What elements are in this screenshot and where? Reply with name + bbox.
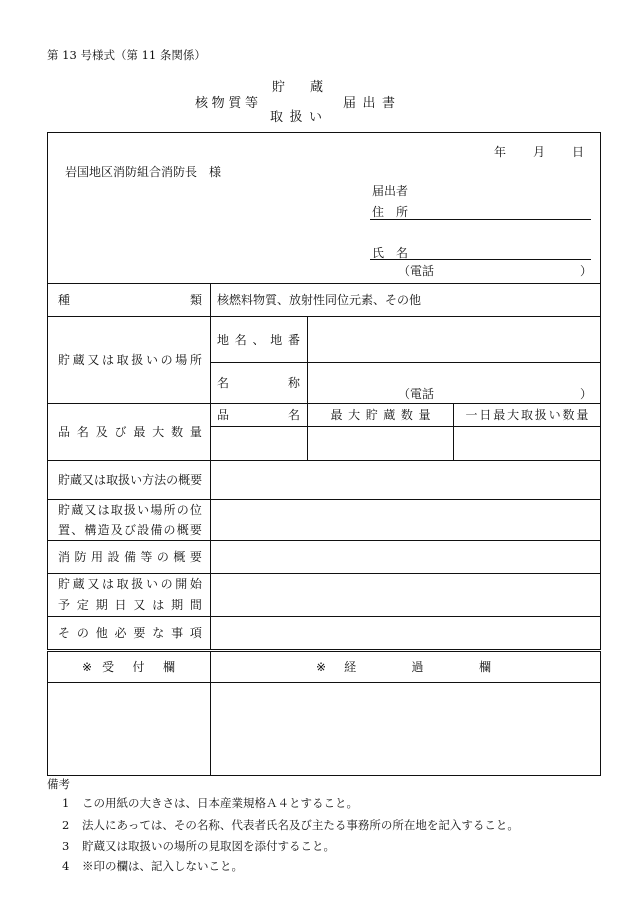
label-glyph: 設 [137,523,150,537]
header-row [48,133,601,284]
label-glyph: の [160,577,173,591]
label-glyph: び [114,425,127,439]
label-glyph: 最 [330,408,343,422]
facility-label [58,500,202,540]
label-glyph: 場 [150,503,163,517]
type-value: 核燃料物質、放射性同位元素、その他 [217,293,422,307]
title-option-handle [270,110,322,125]
phone-close: ） [579,264,592,278]
notifier-label: 届出者 [372,184,409,198]
label-glyph: 又 [133,598,146,612]
reception-header [82,660,210,674]
schedule-label-cell [48,574,211,617]
label-glyph: 他 [95,626,108,640]
note-number: 4 [62,859,70,873]
label-glyph: 扱 [118,473,131,487]
max-daily-field [454,427,601,461]
label-glyph: 数 [171,425,184,439]
progress-mark: ※ [316,660,327,674]
note-item [62,796,358,810]
location-label-cell [48,317,211,404]
label-glyph: 番 [287,332,300,347]
label-glyph: 予 [58,598,71,612]
location-phone-open: （電話 [398,387,435,401]
label-glyph: い [548,408,561,422]
form-number: 第 13 号様式（第 11 条関係） [47,48,206,62]
label-glyph: 設 [107,550,120,564]
office-use-header-row [48,651,601,683]
label-glyph: 間 [189,598,202,612]
label-glyph: 質 [228,96,242,111]
facility-row [48,500,601,541]
facility-label-line1 [58,500,202,520]
label-glyph: い [145,577,158,591]
label-glyph: 付 [132,660,145,674]
label-glyph: 過 [411,660,424,674]
progress-label [344,660,491,674]
label-glyph: 扱 [289,110,303,125]
note-text: 貯蔵又は取扱いの場所の見取図を添付すること。 [82,839,335,853]
note-number: 2 [62,818,70,832]
label-glyph: 等 [244,96,258,111]
label-glyph: 日 [479,408,492,422]
phone-open: （電話 [398,264,435,278]
location-phone-close: ） [579,387,592,401]
label-glyph: い [137,503,150,517]
label-glyph: 方 [142,473,155,487]
other-row [48,617,601,651]
label-glyph: 所 [189,353,202,367]
label-glyph: 事 [171,626,184,640]
method-label [58,473,202,487]
header-block [48,133,600,281]
note-text: 法人にあっては、その名称、代表者氏名及び主たる事務所の所在地を記入すること。 [82,818,519,832]
label-glyph: 開 [175,577,188,591]
label-glyph: 項 [189,626,202,640]
label-glyph: 貯 [58,577,71,591]
label-glyph: 貯 [272,80,286,95]
label-glyph: 消 [58,550,71,564]
reception-label [102,660,175,674]
label-glyph: 扱 [534,408,547,422]
title-prefix [195,96,258,111]
label-glyph: 要 [190,473,203,487]
addressee: 岩国地区消防組合消防長 様 [65,165,222,179]
label-glyph: 始 [189,577,202,591]
label-glyph: 法 [154,473,167,487]
note-number: 3 [62,839,70,853]
progress-header [316,660,600,674]
label-glyph: 等 [140,550,153,564]
fire-equipment-label-cell [48,541,211,574]
label-glyph: 蔵 [70,473,83,487]
label-glyph: 置 [58,523,71,537]
label-glyph: 量 [418,408,431,422]
label-glyph: 受 [102,660,115,674]
label-glyph: 要 [133,626,146,640]
label-glyph: 核 [195,96,209,111]
label-glyph: の [156,550,169,564]
label-glyph: 届 [343,96,357,111]
item-name-field [211,427,308,461]
label-glyph: 大 [152,425,165,439]
facility-field [211,500,601,541]
location-address-field [308,317,601,363]
facility-label-cell [48,500,211,541]
label-glyph: 位 [189,503,202,517]
label-glyph: の [76,626,89,640]
label-glyph: 貯 [58,473,71,487]
label-glyph: は [152,598,165,612]
location-name-label-cell [211,363,308,404]
label-glyph: 出 [362,96,376,111]
name-underline [370,259,591,260]
note-item [62,818,519,832]
label-glyph: 日 [114,598,127,612]
label-glyph: 経 [344,660,357,674]
label-glyph: 年 [494,145,507,159]
label-glyph: 構 [84,523,97,537]
label-glyph: 蔵 [309,80,323,95]
label-glyph: 蔵 [72,353,85,367]
label-glyph: 取 [270,110,284,125]
label-glyph: 名 [234,332,247,347]
label-glyph: 概 [173,550,186,564]
label-glyph: は [101,577,114,591]
notification-form-table [47,132,601,776]
label-glyph: 品 [58,425,71,439]
note-text: ※印の欄は、記入しないこと。 [82,859,243,873]
label-glyph: 備 [123,550,136,564]
label-glyph: 名 [217,376,230,390]
label-glyph: 、 [252,332,265,347]
label-glyph: 要 [189,523,202,537]
reception-mark: ※ [82,660,93,674]
label-glyph: 貯 [58,353,71,367]
label-glyph: 備 [150,523,163,537]
label-glyph: 及 [95,425,108,439]
label-glyph: 種 [58,293,71,307]
max-storage-field [308,427,454,461]
other-label [58,626,202,640]
label-glyph: 取 [106,473,119,487]
address-label: 住 所 [372,205,409,219]
schedule-label-line2 [58,595,202,616]
label-glyph: 蔵 [383,408,396,422]
type-row [48,284,601,317]
label-glyph: 物 [211,96,225,111]
label-glyph: 大 [507,408,520,422]
label-glyph: び [123,523,136,537]
label-glyph: 又 [87,353,100,367]
label-glyph: 量 [576,408,589,422]
label-glyph: 又 [84,503,97,517]
type-label [58,293,202,307]
label-glyph: 防 [74,550,87,564]
label-glyph: 要 [189,550,202,564]
label-glyph: の [166,473,179,487]
location-name-label [217,376,300,390]
location-address-label [217,333,300,347]
date-line [494,145,584,159]
label-glyph: 貯 [365,408,378,422]
label-glyph: は [97,503,110,517]
max-storage-header [331,408,431,422]
schedule-row [48,574,601,617]
label-glyph: 名 [76,425,89,439]
label-glyph: 取 [110,503,123,517]
location-address-label-cell [211,317,308,363]
label-glyph: 又 [87,577,100,591]
label-glyph: 扱 [131,353,144,367]
label-glyph: そ [58,626,71,640]
reception-header-cell [48,651,211,683]
label-glyph: 欄 [163,660,176,674]
office-use-body-row [48,683,601,776]
label-glyph: の [176,503,189,517]
label-glyph: な [152,626,165,640]
label-glyph: 大 [348,408,361,422]
location-name-field [308,363,601,404]
label-glyph: 、 [71,523,84,537]
label-glyph: 及 [110,523,123,537]
facility-label-line2 [58,520,202,540]
label-glyph: い [145,353,158,367]
label-glyph: い [130,473,143,487]
label-glyph: 概 [176,523,189,537]
notes-heading: 備考 [47,777,70,791]
address-underline [370,219,591,220]
label-glyph: は [94,473,107,487]
max-daily-header [466,408,589,422]
progress-field [211,683,601,776]
label-glyph: 数 [562,408,575,422]
label-glyph: 蔵 [72,577,85,591]
type-value-cell [211,284,601,317]
label-glyph: 用 [90,550,103,564]
label-glyph: 場 [175,353,188,367]
note-item [62,859,243,873]
label-glyph: 数 [400,408,413,422]
label-glyph: 類 [189,293,202,307]
method-row [48,461,601,500]
location-phone [398,387,592,401]
type-label-cell [48,284,211,317]
label-glyph: 取 [116,353,129,367]
label-glyph: は [101,353,114,367]
items-header-row [48,404,601,427]
label-glyph: 名 [287,408,300,422]
label-glyph: の [163,523,176,537]
label-glyph: 地 [217,332,230,347]
item-name-header-cell [211,404,308,427]
label-glyph: 扱 [123,503,136,517]
label-glyph: 定 [76,598,89,612]
title-option-store [272,80,323,95]
label-glyph: 日 [571,145,584,159]
label-glyph: 扱 [131,577,144,591]
label-glyph: 最 [133,425,146,439]
label-glyph: の [160,353,173,367]
label-glyph: 地 [270,332,283,347]
item-name-header [217,408,300,422]
header-cell [48,133,601,284]
label-glyph: 品 [217,408,230,422]
label-glyph: 一 [465,408,478,422]
label-glyph: 取 [116,577,129,591]
label-glyph: 貯 [58,503,71,517]
method-label-cell [48,461,211,500]
note-item [62,839,335,853]
label-glyph: 書 [381,96,395,111]
label-glyph: 概 [178,473,191,487]
label-glyph: 期 [171,598,184,612]
label-glyph: い [308,110,322,125]
note-number: 1 [62,796,70,810]
label-glyph: 称 [287,376,300,390]
label-glyph: 期 [95,598,108,612]
max-storage-header-cell [308,404,454,427]
other-field [211,617,601,651]
name-label: 氏 名 [372,246,409,260]
label-glyph: 欄 [479,660,492,674]
label-glyph: 造 [97,523,110,537]
label-glyph: 必 [114,626,127,640]
schedule-field [211,574,601,617]
reception-field [48,683,211,776]
title-suffix [343,96,395,111]
items-label [58,425,202,439]
label-glyph: 最 [493,408,506,422]
other-label-cell [48,617,211,651]
notifier-phone [398,264,592,278]
location-address-row [48,317,601,363]
fire-equipment-field [211,541,601,574]
label-glyph: 又 [82,473,95,487]
progress-header-cell [211,651,601,683]
schedule-label-line1 [58,574,202,595]
note-text: この用紙の大きさは、日本産業規格Ａ４とすること。 [82,796,358,810]
method-field [211,461,601,500]
location-label [58,353,202,367]
schedule-label [58,574,202,616]
label-glyph: 量 [189,425,202,439]
fire-equipment-label [58,550,202,564]
fire-equipment-row [48,541,601,574]
label-glyph: 月 [532,145,545,159]
label-glyph: 所 [163,503,176,517]
max-daily-header-cell [454,404,601,427]
label-glyph: 蔵 [71,503,84,517]
items-label-cell [48,404,211,461]
label-glyph: 取 [520,408,533,422]
